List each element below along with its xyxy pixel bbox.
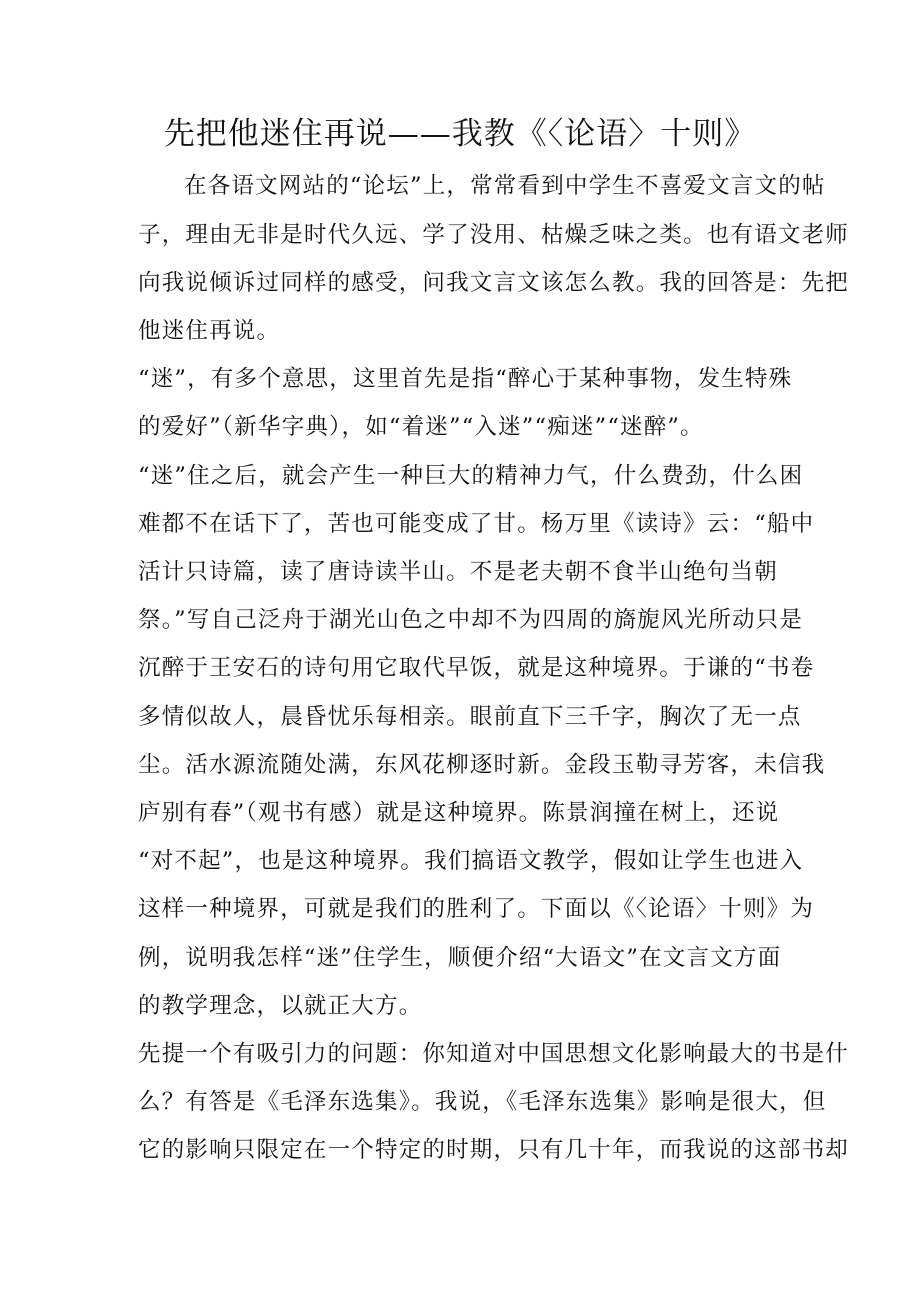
text-line-8: 难都不在话下了，苦也可能变成了甘。杨万里《读诗》云：“船中 <box>138 511 815 537</box>
text-line-12: 多情似故人，晨昏忧乐每相亲。眼前直下三千字，胸次了无一点 <box>138 704 802 730</box>
text-line-6: 的爱好”（新华字典），如“着迷”“入迷”“痴迷”“迷醉”。 <box>138 414 704 440</box>
text-line-18: 的教学理念，以就正大方。 <box>138 993 423 1019</box>
text-line-14: 庐别有春”（观书有感）就是这种境界。陈景润撞在树上，还说 <box>138 800 780 826</box>
text-line-13: 尘。活水源流随处满，东风花柳逐时新。金段玉勒寻芳客，未信我 <box>138 752 826 778</box>
text-line-16: 这样一种境界，可就是我们的胜利了。下面以《〈论语〉十则》为 <box>138 896 815 922</box>
text-line-7: “迷”住之后，就会产生一种巨大的精神力气，什么费劲，什么困 <box>138 463 804 489</box>
text-line-2: 子，理由无非是时代久远、学了没用、枯燥乏味之类。也有语文老师 <box>138 222 850 248</box>
document-title: 先把他迷住再说——我教《〈论语〉十则》 <box>163 116 757 152</box>
text-line-20: 么？有答是《毛泽东选集》。我说，《毛泽东选集》影响是很大，但 <box>138 1089 827 1115</box>
text-line-21: 它的影响只限定在一个特定的时期，只有几十年，而我说的这部书却 <box>138 1137 850 1163</box>
text-line-3: 向我说倾诉过同样的感受，问我文言文该怎么教。我的回答是：先把 <box>138 270 850 296</box>
text-line-11: 沉醉于王安石的诗句用它取代早饭，就是这种境界。于谦的“书卷 <box>138 655 815 681</box>
text-line-1: 在各语文网站的“论坛”上，常常看到中学生不喜爱文言文的帖 <box>184 173 826 199</box>
text-line-10: 祭。”写自己泛舟于湖光山色之中却不为四周的旖旎风光所动只是 <box>138 607 804 633</box>
text-line-9: 活计只诗篇，读了唐诗读半山。不是老夫朝不食半山绝句当朝 <box>138 559 778 585</box>
text-line-4: 他迷住再说。 <box>138 318 281 344</box>
text-line-17: 例，说明我怎样“迷”住学生，顺便介绍“大语文”在文言文方面 <box>138 945 782 971</box>
text-line-5: “迷”，有多个意思，这里首先是指“醉心于某种事物，发生特殊 <box>138 366 793 392</box>
text-line-15: “对不起”，也是这种境界。我们搞语文教学，假如让学生也进入 <box>138 848 804 874</box>
text-line-19: 先提一个有吸引力的问题：你知道对中国思想文化影响最大的书是什 <box>138 1041 850 1067</box>
